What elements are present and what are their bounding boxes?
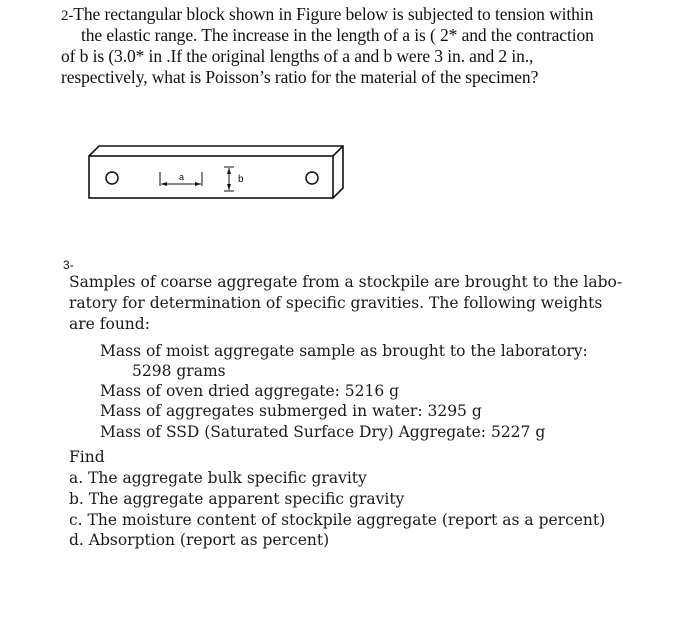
weight-moist-label: Mass of moist aggregate sample as brought to the laboratory: (100, 342, 588, 360)
rectangular-block-figure (86, 142, 348, 202)
weight-moist-value: 5298 grams (132, 362, 226, 380)
weight-ssd: Mass of SSD (Saturated Surface Dry) Aggregate: 5227 g (100, 423, 546, 441)
problem-3-intro-line-1: Samples of coarse aggregate from a stockpile are brought to the labo- (69, 273, 623, 291)
task-c: c. The moisture content of stockpile aggregate (report as a percent) (69, 511, 606, 529)
problem-2-line-1: The rectangular block shown in Figure below is subjected to tension within (73, 4, 594, 24)
dimension-b (224, 167, 234, 191)
left-hole-icon (106, 172, 118, 184)
weight-submerged: Mass of aggregates submerged in water: 3295 g (100, 402, 482, 420)
dimension-b-label: b (238, 174, 244, 185)
problem-2-line-2: the elastic range. The increase in the length of a is ( 2* and the contraction (81, 25, 594, 45)
right-hole-icon (306, 172, 318, 184)
problem-2-first-line (61, 4, 593, 27)
dimension-a-label: a (179, 172, 185, 182)
problem-3-intro-line-3: are found: (69, 315, 150, 333)
problem-3-number: 3- (63, 258, 74, 272)
block-outline (89, 146, 343, 198)
task-d: d. Absorption (report as percent) (69, 531, 330, 549)
problem-3-intro-line-2: ratory for determination of specific gravities. The following weights (69, 294, 603, 312)
weight-oven-dried: Mass of oven dried aggregate: 5216 g (100, 382, 400, 400)
task-a: a. The aggregate bulk specific gravity (69, 469, 367, 487)
problem-2-line-3: of b is (3.0* in .If the original lengths of a and b were 3 in. and 2 in., (61, 46, 534, 66)
task-b: b. The aggregate apparent specific gravity (69, 490, 405, 508)
problem-2-number: 2- (61, 8, 74, 24)
problem-2-line-4: respectively, what is Poisson’s ratio for the material of the specimen? (61, 67, 539, 87)
find-label: Find (69, 448, 105, 466)
